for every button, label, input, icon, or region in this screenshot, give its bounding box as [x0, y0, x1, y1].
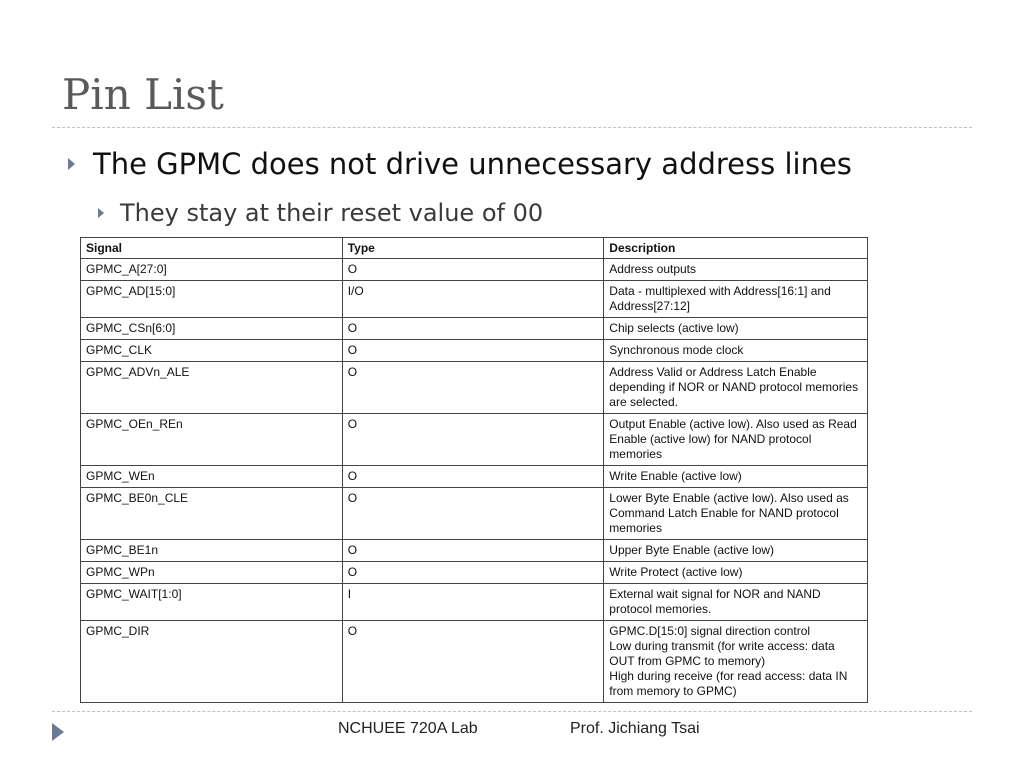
bullet-arrow-icon: [68, 158, 75, 170]
description-cell: Address outputs: [604, 259, 868, 281]
type-cell: O: [342, 562, 604, 584]
type-cell: O: [342, 466, 604, 488]
description-cell: Lower Byte Enable (active low). Also used as Command Latch Enable for NAND protocol memories: [604, 488, 868, 540]
signal-cell: GPMC_BE0n_CLE: [81, 488, 343, 540]
signal-cell: GPMC_BE1n: [81, 540, 343, 562]
signal-cell: GPMC_WEn: [81, 466, 343, 488]
bullet-sub-text: They stay at their reset value of 00: [120, 199, 544, 227]
type-cell: O: [342, 621, 604, 703]
header-signal: Signal: [81, 238, 343, 259]
type-cell: O: [342, 488, 604, 540]
description-cell: Write Enable (active low): [604, 466, 868, 488]
footer-lab: NCHUEE 720A Lab: [338, 720, 478, 737]
bullet-arrow-icon: [98, 208, 104, 218]
signal-cell: GPMC_A[27:0]: [81, 259, 343, 281]
signal-cell: GPMC_CSn[6:0]: [81, 318, 343, 340]
type-cell: O: [342, 259, 604, 281]
table-row: [81, 318, 868, 340]
table-row: [81, 281, 868, 318]
description-cell: External wait signal for NOR and NAND protocol memories.: [604, 584, 868, 621]
header-type: Type: [342, 238, 604, 259]
next-slide-arrow-icon: [52, 723, 64, 741]
bullet-main-text: The GPMC does not drive unnecessary address lines: [93, 147, 852, 181]
signal-cell: GPMC_OEn_REn: [81, 414, 343, 466]
table-row: [81, 466, 868, 488]
type-cell: O: [342, 414, 604, 466]
signal-cell: GPMC_ADVn_ALE: [81, 362, 343, 414]
type-cell: O: [342, 540, 604, 562]
signal-cell: GPMC_AD[15:0]: [81, 281, 343, 318]
type-cell: O: [342, 340, 604, 362]
footer-professor: Prof. Jichiang Tsai: [570, 720, 700, 737]
description-cell: Upper Byte Enable (active low): [604, 540, 868, 562]
description-cell: Synchronous mode clock: [604, 340, 868, 362]
bullet-main: [68, 147, 852, 181]
description-cell: Address Valid or Address Latch Enable depending if NOR or NAND protocol memories are selected.: [604, 362, 868, 414]
table-row: [81, 540, 868, 562]
table-header-row: [81, 238, 868, 259]
table-row: [81, 621, 868, 703]
pin-list-table: [80, 237, 868, 703]
slide-title: Pin List: [62, 70, 224, 119]
type-cell: I: [342, 584, 604, 621]
signal-cell: GPMC_WAIT[1:0]: [81, 584, 343, 621]
description-cell: GPMC.D[15:0] signal direction control Low during transmit (for write access: data OUT from GPMC to memory) High during receive (for read access: data IN from memory to GPMC): [604, 621, 868, 703]
type-cell: O: [342, 318, 604, 340]
type-cell: I/O: [342, 281, 604, 318]
table-row: [81, 362, 868, 414]
signal-cell: GPMC_CLK: [81, 340, 343, 362]
signal-cell: GPMC_WPn: [81, 562, 343, 584]
table-row: [81, 414, 868, 466]
table-row: [81, 340, 868, 362]
description-cell: Data - multiplexed with Address[16:1] and Address[27:12]: [604, 281, 868, 318]
description-cell: Write Protect (active low): [604, 562, 868, 584]
bullet-sub: [98, 199, 543, 227]
table-row: [81, 562, 868, 584]
description-cell: Output Enable (active low). Also used as Read Enable (active low) for NAND protocol memories: [604, 414, 868, 466]
type-cell: O: [342, 362, 604, 414]
header-description: Description: [604, 238, 868, 259]
title-divider: [52, 127, 972, 128]
description-cell: Chip selects (active low): [604, 318, 868, 340]
table-row: [81, 488, 868, 540]
table-body: [81, 259, 868, 703]
footer-divider: [52, 711, 972, 712]
table-row: [81, 584, 868, 621]
table-row: [81, 259, 868, 281]
signal-cell: GPMC_DIR: [81, 621, 343, 703]
